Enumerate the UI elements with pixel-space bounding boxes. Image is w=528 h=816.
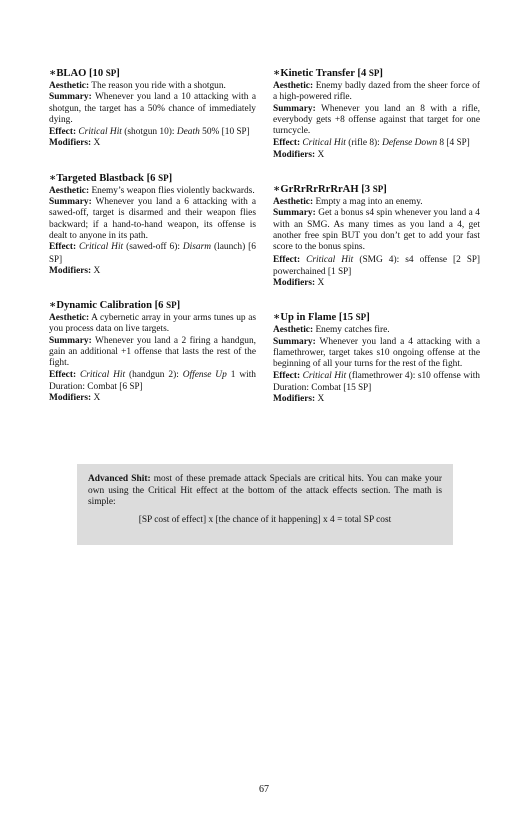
summary-line: Summary: Whenever you land a 10 attacking with a shotgun, the target has a 50% chance of immediately dying. [49, 92, 256, 125]
modifiers-line: Modifiers: X [49, 138, 101, 149]
special-entry-grrrrr [273, 183, 480, 289]
modifiers-line: Modifiers: X [273, 149, 325, 160]
star-icon: ∗ [49, 68, 57, 79]
modifiers-line: Modifiers: X [49, 265, 101, 276]
entry-title: ∗Dynamic Calibration [6 SP] [49, 300, 181, 312]
aesthetic-line: Aesthetic: Enemy’s weapon flies violently backwards. [49, 185, 255, 196]
special-entry-kinetic-transfer [273, 67, 480, 161]
special-entry-targeted-blastback [49, 172, 256, 277]
left-column [49, 67, 256, 427]
summary-line: Summary: Whenever you land a 4 attacking with a flamethrower, target takes s10 ongoing offense at the beginning of all your turns for the rest of the fight. [273, 336, 480, 370]
special-entry-dynamic-calibration [49, 299, 256, 404]
star-icon: ∗ [273, 68, 281, 79]
entry-title: ∗GrRrRrRrRrAH [3 SP] [273, 184, 387, 196]
special-entry-up-in-flame [273, 311, 480, 405]
page-number: 67 [259, 784, 269, 795]
effect-line: Effect: Critical Hit (flamethrower 4): s10 offense with Duration: Combat [15 SP] [273, 370, 480, 393]
aesthetic-line: Aesthetic: Empty a mag into an enemy. [273, 197, 423, 208]
advanced-callout-box [77, 464, 453, 545]
star-icon: ∗ [49, 300, 57, 312]
modifiers-line: Modifiers: X [273, 394, 325, 405]
special-entry-blao [49, 67, 256, 150]
effect-line: Effect: Critical Hit (SMG 4): s4 offense [2 SP] powerchained [1 SP] [273, 253, 481, 277]
effect-line: Effect: Critical Hit (shotgun 10): Death 50% [10 SP] [49, 126, 250, 138]
star-icon: ∗ [273, 312, 281, 324]
entry-title: ∗Up in Flame [15 SP] [273, 312, 370, 324]
sp-cost-formula: [SP cost of effect] x [the chance of it happening] x 4 = total SP cost [138, 514, 392, 525]
right-column [273, 67, 480, 428]
entry-title: ∗Kinetic Transfer [4 SP] [273, 68, 383, 79]
summary-line: Summary: Whenever you land a 2 firing a handgun, gain an additional +1 offense that lasts the rest of the fight. [49, 335, 256, 369]
summary-line: Summary: Whenever you land an 8 with a rifle, everybody gets +8 offense against that target for one turncycle. [273, 103, 480, 137]
callout-text: Advanced Shit: most of these premade attack Specials are critical hits. You can make your own using the Critical Hit effect at the bottom of the attack effects section. The math is simple: [88, 474, 442, 508]
entry-title: ∗BLAO [10 SP] [49, 68, 120, 79]
summary-line: Summary: Whenever you land a 6 attacking with a sawed-off, target is disarmed and their weapon flies backward; if a hand-to-hand weapon, its offense is dealt to anyone in its path. [49, 197, 256, 241]
aesthetic-line: Aesthetic: Enemy badly dazed from the sheer force of a high-powered rifle. [273, 81, 481, 103]
aesthetic-line: Aesthetic: Enemy catches fire. [273, 325, 390, 336]
star-icon: ∗ [49, 172, 57, 184]
modifiers-line: Modifiers: X [273, 278, 325, 289]
modifiers-line: Modifiers: X [49, 393, 101, 404]
aesthetic-line: Aesthetic: A cybernetic array in your arms tunes up as you process data on live targets. [49, 313, 256, 335]
star-icon: ∗ [273, 184, 281, 196]
summary-line: Summary: Get a bonus s4 spin whenever you land a 4 with an SMG. As many times as you land a 4, get another free spin BUT you don’t get to add your fast score to the bonus spins. [273, 208, 480, 253]
aesthetic-line: Aesthetic: The reason you ride with a shotgun. [49, 81, 226, 91]
entry-title: ∗Targeted Blastback [6 SP] [49, 172, 173, 184]
effect-line: Effect: Critical Hit (sawed-off 6): Disarm (launch) [6 SP] [49, 242, 256, 265]
effect-line: Effect: Critical Hit (handgun 2): Offense Up 1 with Duration: Combat [6 SP] [49, 369, 256, 392]
effect-line: Effect: Critical Hit (rifle 8): Defense Down 8 [4 SP] [273, 137, 470, 149]
